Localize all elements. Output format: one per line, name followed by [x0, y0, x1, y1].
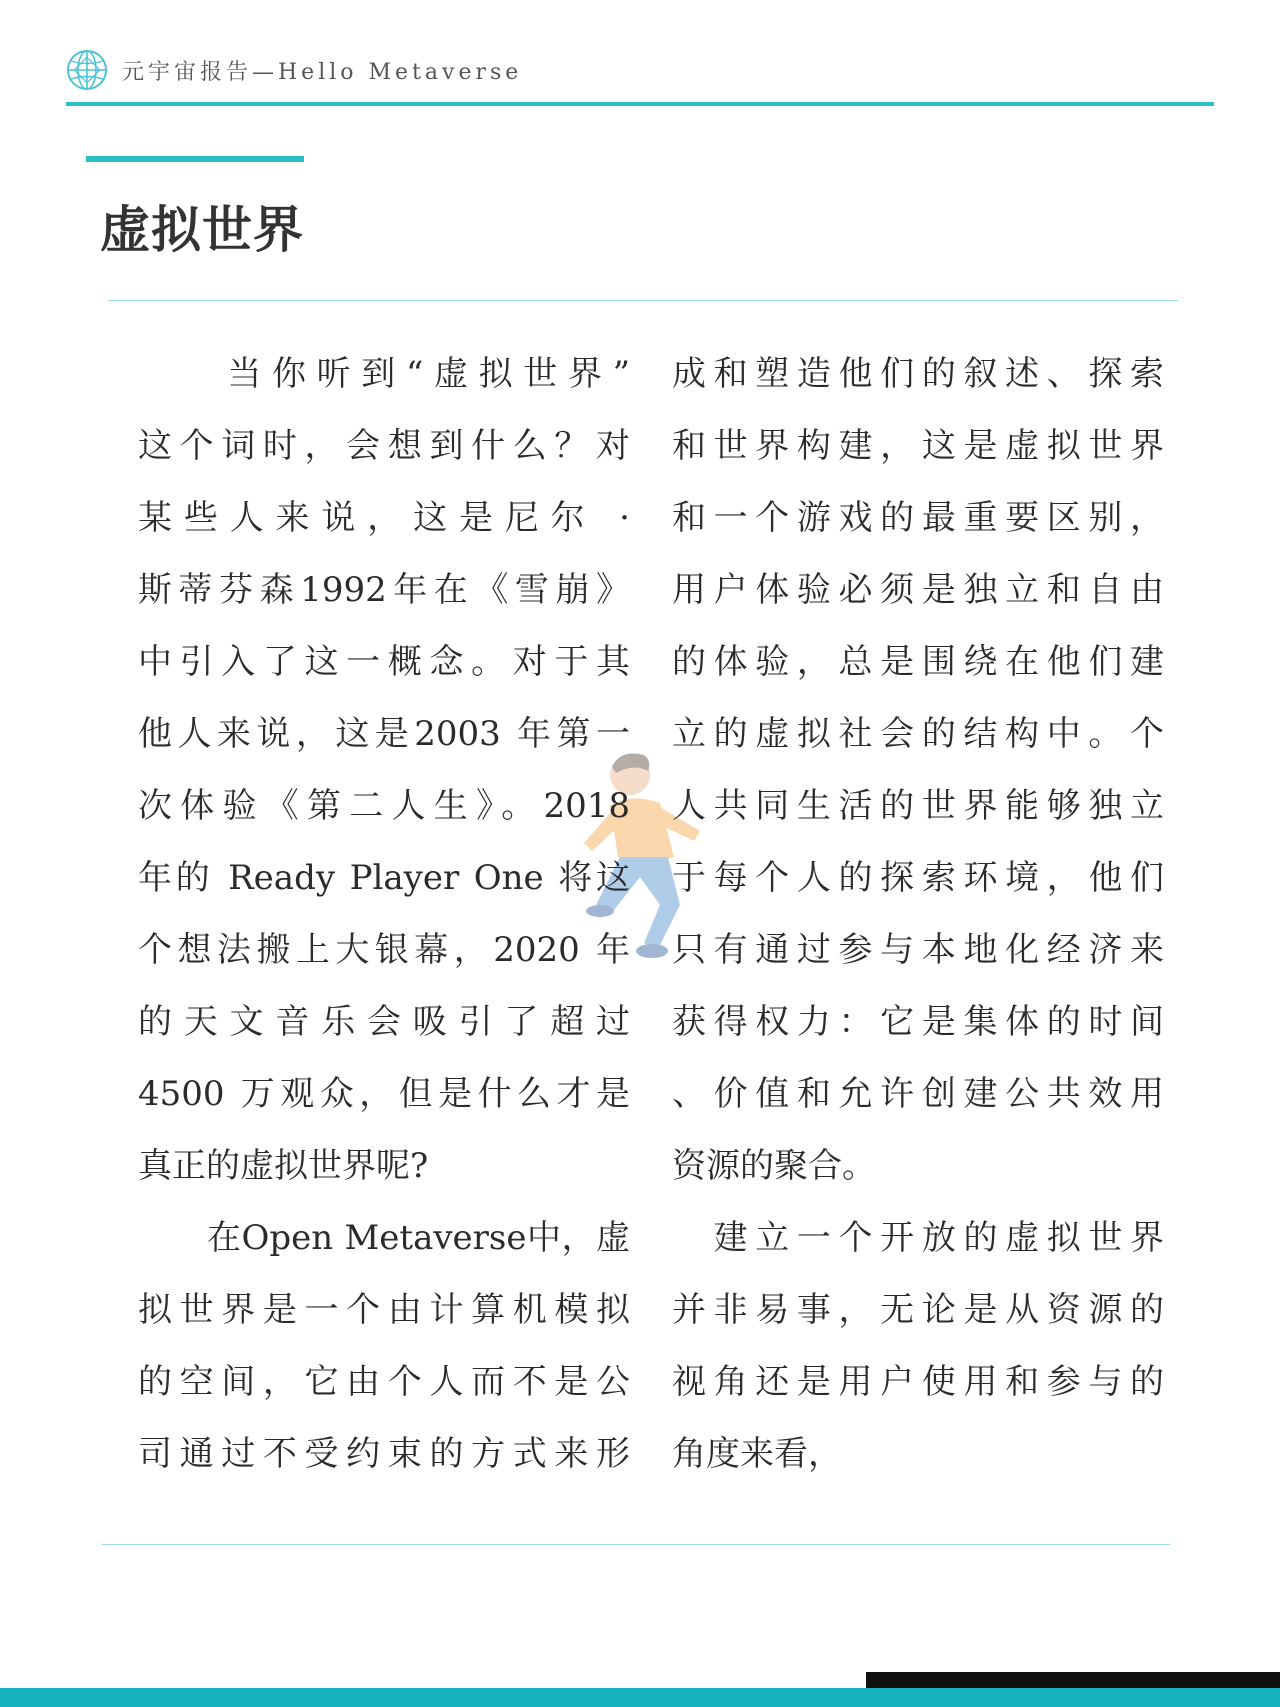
text-line: 于每个人的探索环境，他们 [672, 858, 1164, 898]
text-line: 在Open Metaverse中，虚 [138, 1218, 630, 1258]
content-bottom-divider [102, 1544, 1170, 1545]
text-line: 、价值和允许创建公共效用 [672, 1074, 1164, 1114]
text-line: 的天文音乐会吸引了超过 [138, 1002, 630, 1042]
footer-teal-bar [0, 1688, 1280, 1707]
text-line: 某些人来说，这是尼尔 · [138, 498, 630, 538]
text-line: 年的 Ready Player One 将这 [138, 858, 630, 898]
text-line: 次体验《第二人生》。2018 [138, 786, 630, 826]
text-line: 成和塑造他们的叙述、探索 [672, 354, 1164, 394]
text-line: 用户体验必须是独立和自由 [672, 570, 1164, 610]
text-line: 斯蒂芬森1992年在《雪崩》 [138, 570, 630, 610]
text-line: 只有通过参与本地化经济来 [672, 930, 1164, 970]
header-title: 元宇宙报告—Hello Metaverse [122, 59, 523, 85]
text-line: 拟世界是一个由计算机模拟 [138, 1290, 630, 1330]
text-line: 司通过不受约束的方式来形 [138, 1434, 630, 1474]
text-line: 这个词时，会想到什么？对 [138, 426, 630, 466]
text-column-right [672, 338, 1164, 1490]
page-header [66, 48, 522, 92]
section-accent-bar [86, 156, 304, 162]
content-top-divider [108, 300, 1178, 301]
text-line: 人共同生活的世界能够独立 [672, 786, 1164, 826]
text-line: 当你听到“虚拟世界” [138, 354, 630, 394]
globe-grid-icon [66, 49, 108, 91]
text-line: 真正的虚拟世界呢? [138, 1146, 429, 1186]
text-line: 视角还是用户使用和参与的 [672, 1362, 1164, 1402]
text-line: 的空间，它由个人而不是公 [138, 1362, 630, 1402]
text-line: 和一个游戏的最重要区别， [672, 498, 1164, 538]
text-line: 和世界构建，这是虚拟世界 [672, 426, 1164, 466]
text-line: 角度来看， [672, 1434, 842, 1474]
text-line: 建立一个开放的虚拟世界 [672, 1218, 1164, 1258]
text-line: 立的虚拟社会的结构中。个 [672, 714, 1164, 754]
text-line: 并非易事，无论是从资源的 [672, 1290, 1164, 1330]
text-line: 他人来说，这是2003 年第一 [138, 714, 630, 754]
text-line: 资源的聚合。 [672, 1146, 876, 1186]
text-column-left [138, 338, 630, 1490]
text-line: 的体验，总是围绕在他们建 [672, 642, 1164, 682]
header-divider [66, 102, 1214, 106]
text-line: 4500 万观众，但是什么才是 [138, 1074, 630, 1114]
text-line: 个想法搬上大银幕，2020 年 [138, 930, 630, 970]
text-line: 中引入了这一概念。对于其 [138, 642, 630, 682]
section-title: 虚拟世界 [100, 201, 304, 259]
text-line: 获得权力：它是集体的时间 [672, 1002, 1164, 1042]
